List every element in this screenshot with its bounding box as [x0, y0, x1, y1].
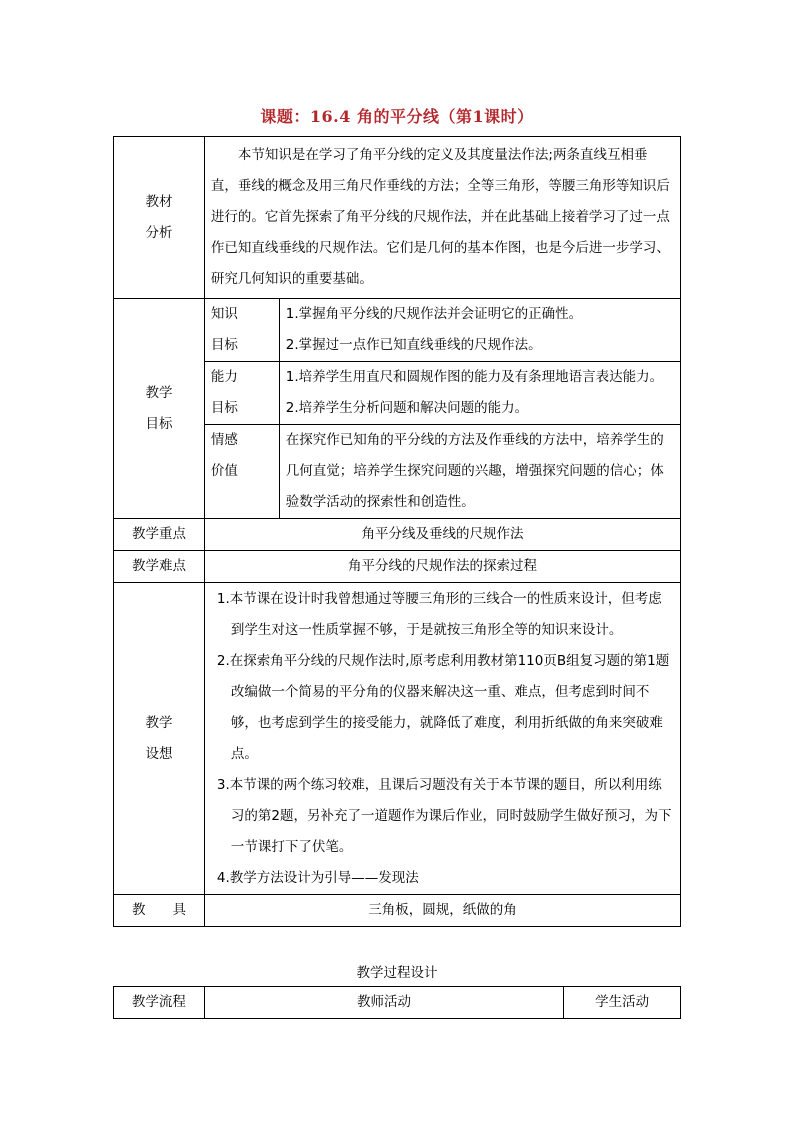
- ability-text: 1.培养学生用直尺和圆规作图的能力及有条理地语言表达能力。 2.培养学生分析问题和解决问题的能力。: [279, 362, 680, 425]
- knowledge-text: 1.掌握角平分线的尺规作法并会证明它的正确性。 2.掌握过一点作已知直线垂线的尺规作法。: [279, 299, 680, 362]
- tools-text: 三角板，圆规，纸做的角: [204, 895, 680, 927]
- design-item: 3.本节课的两个练习较难，且课后习题没有关于本节课的题目，所以利用练习的第2题，另补充了一道题作为课后作业，同时鼓励学生做好预习，为下一节课打下了伏笔。: [216, 776, 672, 855]
- process-col-student: 学生活动: [564, 987, 681, 1019]
- emotion-label: 情感 价值: [204, 425, 279, 519]
- emotion-text: 在探究作已知角的平分线的方法及作垂线的方法中，培养学生的几何直觉；培养学生探究问题的兴趣，增强探究问题的信心；体验数学活动的探索性和创造性。: [279, 425, 680, 519]
- process-table: [113, 986, 681, 1019]
- knowledge-label: 知识 目标: [204, 299, 279, 362]
- design-item: 1.本节课在设计时我曾想通过等腰三角形的三线合一的性质来设计，但考虑到学生对这一性质掌握不够，于是就按三角形全等的知识来设计。: [216, 590, 662, 638]
- design-list: [204, 583, 680, 895]
- process-col-teacher: 教师活动: [204, 987, 563, 1019]
- objectives-label: 教学 目标: [114, 299, 205, 519]
- key-point-text: 角平分线及垂线的尺规作法: [204, 519, 680, 551]
- difficulty-label: 教学难点: [114, 551, 205, 583]
- process-col-flow: 教学流程: [114, 987, 205, 1019]
- analysis-label: 教材 分析: [114, 137, 205, 299]
- process-title: 教学过程设计: [356, 965, 438, 981]
- lesson-info-table: [113, 136, 681, 927]
- difficulty-text: 角平分线的尺规作法的探索过程: [204, 551, 680, 583]
- analysis-text: 本节知识是在学习了角平分线的定义及其度量法作法;两条直线互相垂直，垂线的概念及用三角尺作垂线的方法；全等三角形，等腰三角形等知识后进行的。它首先探索了角平分线的尺规作法，并在此基础上接着学习了过一点作已知直线垂线的尺规作法。它们是几何的基本作图，也是今后进一步学习、研究几何知识的重要基础。: [204, 137, 680, 299]
- design-label: 教学 设想: [114, 583, 205, 895]
- design-item: 2.在探索角平分线的尺规作法时,原考虑利用教材第110页B组复习题的第1题改编做一个简易的平分角的仪器来解决这一重、难点，但考虑到时间不够，也考虑到学生的接受能力，就降低了难度，利用折纸做的角来突破难点。: [216, 652, 670, 762]
- key-point-label: 教学重点: [114, 519, 205, 551]
- design-item: 4.教学方法设计为引导——发现法: [216, 869, 419, 886]
- page-title: 课题：16.4 角的平分线（第1课时）: [260, 107, 534, 126]
- tools-label: 教 具: [114, 895, 205, 927]
- ability-label: 能力 目标: [204, 362, 279, 425]
